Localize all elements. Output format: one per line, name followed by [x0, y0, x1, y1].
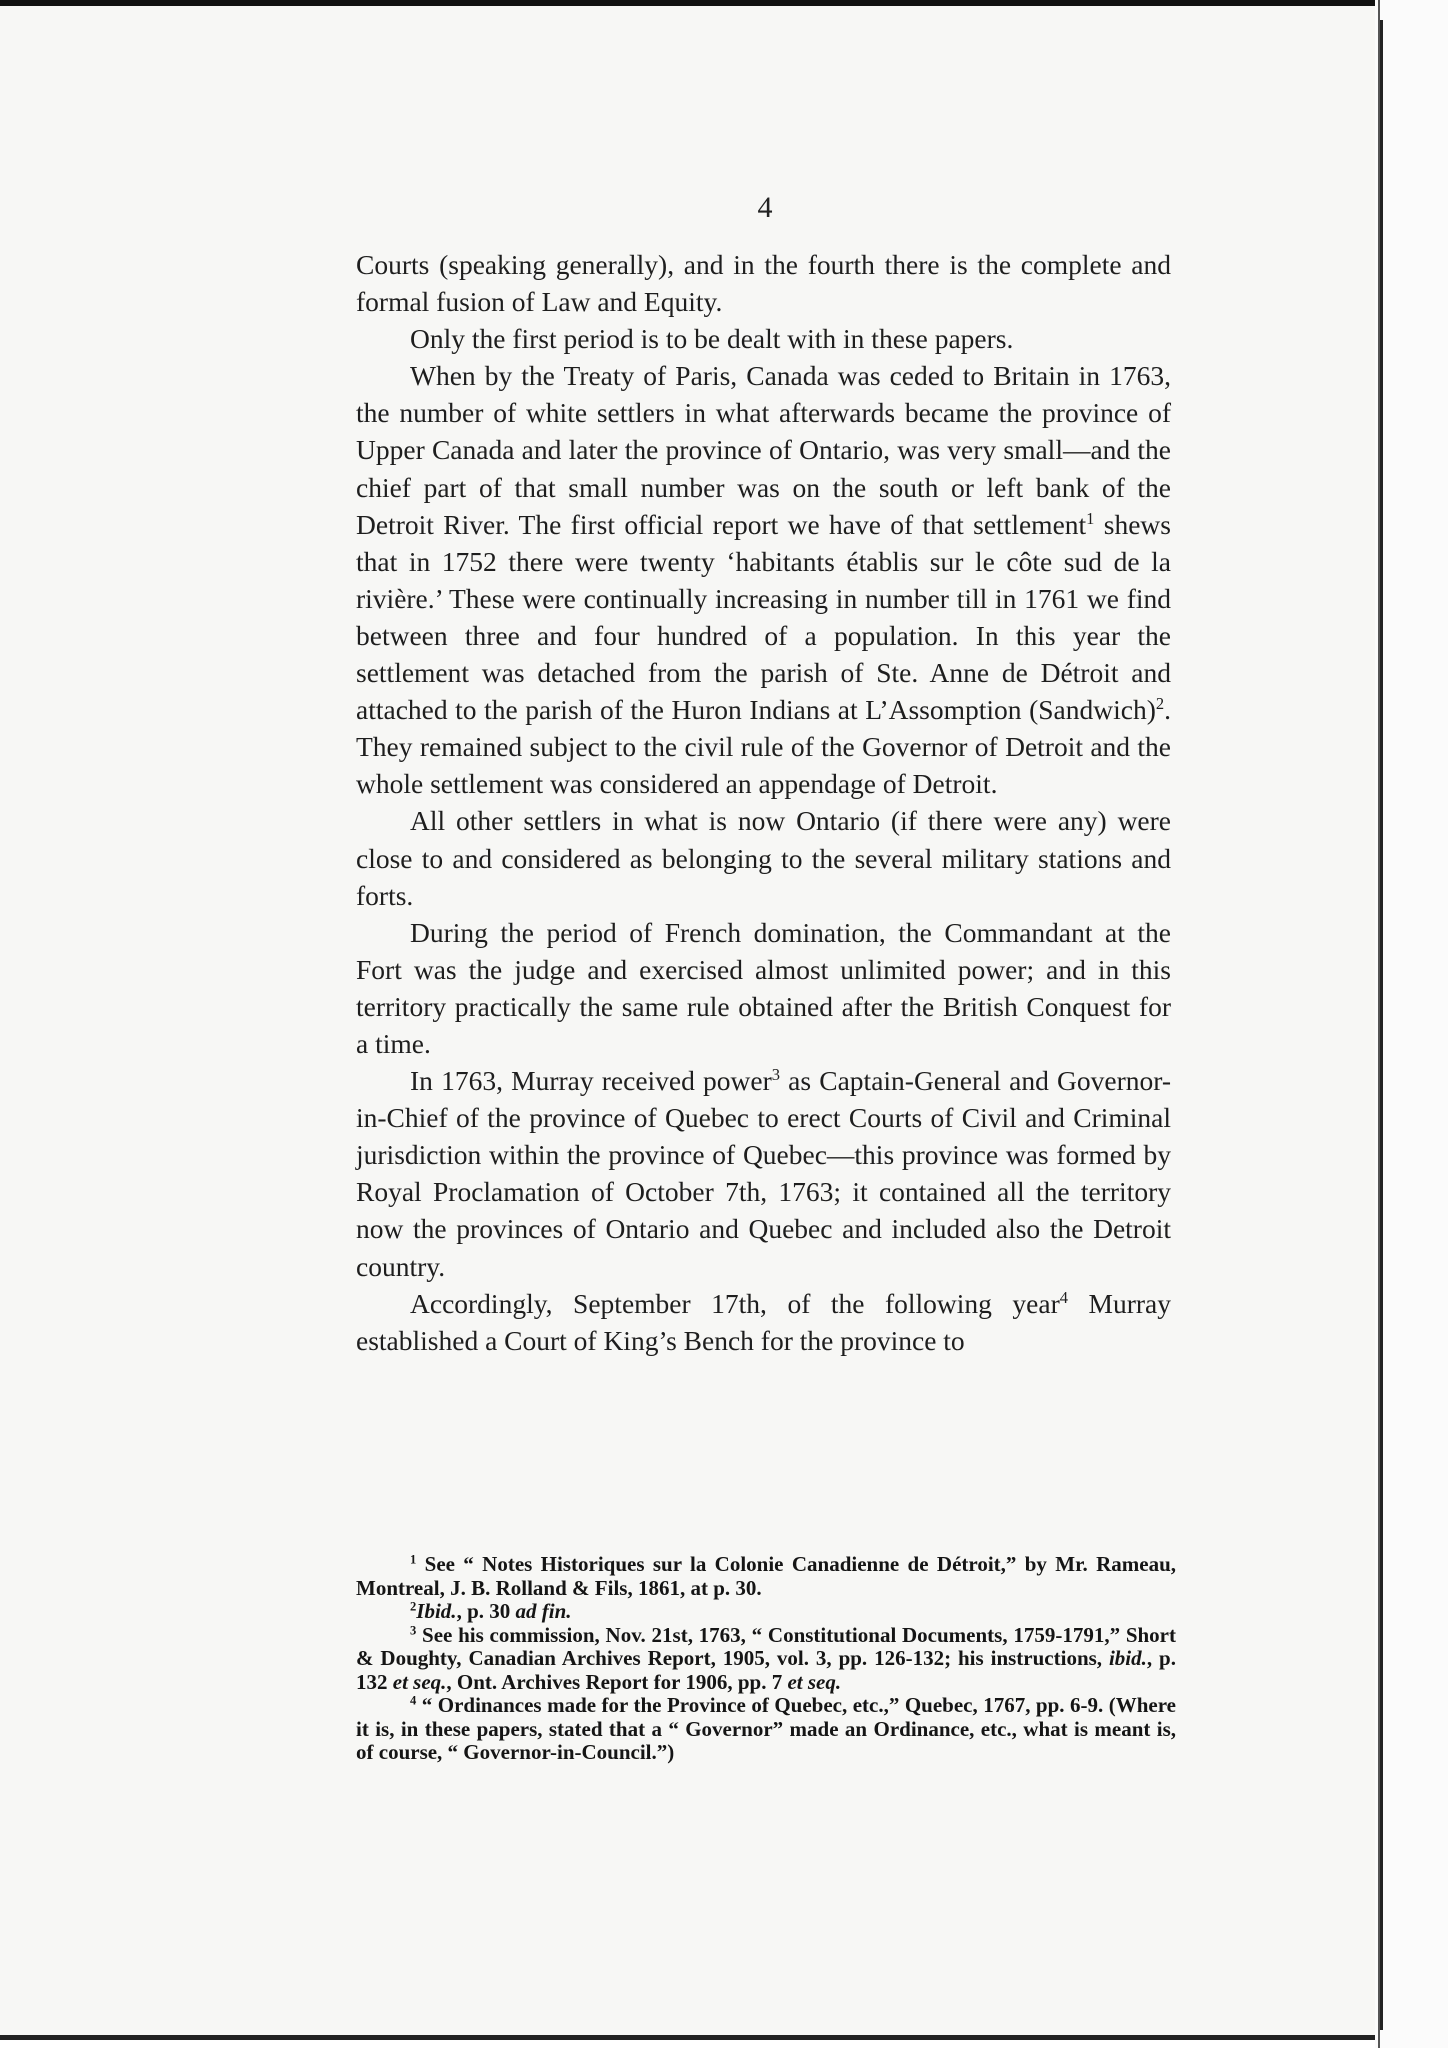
footnote-mark: 4 [410, 1693, 417, 1708]
footnote-1 [356, 1553, 1176, 1600]
page-edge-line [1380, 20, 1383, 2030]
body-text [356, 246, 1171, 1359]
footnote-italic: Ibid. [416, 1599, 457, 1623]
footnote-mark: 1 [410, 1552, 417, 1567]
footnote-ref: 4 [1059, 1287, 1068, 1307]
footnote-italic: ad fin. [515, 1599, 572, 1623]
footnote-ref: 2 [1155, 694, 1165, 714]
paragraph-continuation: Courts (speaking generally), and in the fourth there is the complete and formal fusion of Law and Equity. [356, 249, 1171, 318]
paragraph-french-domination: During the period of French domination, the Commandant at the Fort was the judge and exercised almost unlimited power; and in this territory practically the same rule obtained after the British Conquest for a time. [356, 916, 1171, 1059]
footnote-italic: ibid. [1108, 1646, 1147, 1670]
footnote-italic: et seq. [787, 1669, 842, 1694]
paragraph-kings-bench [356, 1285, 1171, 1359]
footnote-4 [356, 1694, 1176, 1765]
page-edge [1375, 0, 1448, 2048]
paragraph-first-period: Only the first period is to be dealt with in these papers. [410, 323, 1014, 355]
footnote-text: , p. 30 [456, 1599, 516, 1623]
footnote-ref: 1 [1086, 508, 1095, 528]
footnote-2 [356, 1600, 1176, 1624]
footnote-text: See “ Notes Historiques sur la Colonie Canadienne de Détroit,” by Mr. Rameau, Montreal, J. B. Rolland & Fils, 1861, at p. 30. [356, 1552, 1176, 1600]
footnote-mark: 3 [410, 1622, 417, 1637]
footnote-text: , Ont. Archives Report for 1906, pp. 7 [446, 1669, 788, 1694]
paragraph-text: . They remained subject to the civil rule of the Governor of Detroit and the whole settlement was considered an appendage of Detroit. [356, 694, 1171, 800]
footnote-italic: et seq. [392, 1669, 447, 1694]
footnote-text: “ Ordinances made for the Province of Quebec, etc.,” Quebec, 1767, pp. 6-9. (Where it is, in these papers, stated that a “ Governor” made an Ordinance, etc., what is meant is, of course, “ Governor-in-Council.”) [356, 1693, 1176, 1764]
paragraph-text: shews that in 1752 there were twenty ‘habitants établis sur le côte sud de la rivière.’ These were continually increasing in number till in 1761 we find between three and four hundred of a population. In this year the settlement was detached from the parish of Ste. Anne de Détroit and attached to the parish of the Huron Indians at L’Assomption (Sandwich) [356, 508, 1171, 726]
footnote-3 [356, 1624, 1176, 1695]
paragraph-treaty-of-paris [356, 357, 1171, 802]
paragraph-text: Accordingly, September 17th, of the following year [410, 1287, 1060, 1319]
paragraph-murray-power [356, 1062, 1171, 1285]
footnote-text: See his commission, Nov. 21st, 1763, “ Constitutional Documents, 1759-1791,” Short & Doughty, Canadian Archives Report, 1905, vol. 3, pp. 126-132; his instructions, [356, 1622, 1176, 1670]
footnote-mark: 2 [410, 1599, 417, 1614]
footnotes [356, 1553, 1176, 1765]
paragraph-text: Murray established a Court of King’s Bench for the province to [356, 1287, 1171, 1356]
paragraph-text: When by the Treaty of Paris, Canada was ceded to Britain in 1763, the number of white settlers in what afterwards became the province of Upper Canada and later the province of Ontario, was very small—and the chief part of that small number was on the south or left bank of the Detroit River. The first official report we have of that settlement [356, 360, 1171, 540]
footnote-text: , p. 132 [356, 1646, 1176, 1694]
paragraph-other-settlers: All other settlers in what is now Ontario (if there were any) were close to and considered as belonging to the several military stations and forts. [356, 805, 1171, 911]
page-number: 4 [757, 191, 773, 224]
footnote-ref: 3 [771, 1065, 781, 1085]
paragraph-text: In 1763, Murray received power [410, 1065, 772, 1097]
paragraph-text: as Captain-General and Governor-in-Chief of the province of Quebec to erect Courts of Civil and Criminal jurisdiction within the province of Quebec—this province was formed by Royal Proclamation of October 7th, 1763; it contained all the territory now the provinces of Ontario and Quebec and included also the Detroit country. [356, 1065, 1171, 1282]
